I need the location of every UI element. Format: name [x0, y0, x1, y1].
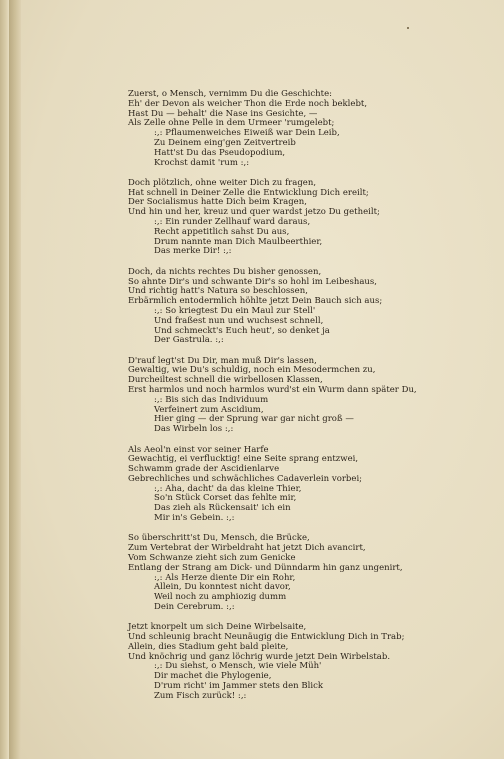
- poem-line: Hast Du — behalt' die Nase ins Gesichte, —: [128, 108, 318, 119]
- poem-line: D'rauf legt'st Du Dir, man muß Dir's lassen,: [128, 355, 317, 366]
- poem-line: Zuerst, o Mensch, vernimm Du die Geschichte:: [128, 89, 333, 99]
- poem-line-refrain: Das merke Dir! :,:: [154, 246, 232, 257]
- stanza: [128, 90, 468, 168]
- poem-line: Hat schnell in Deiner Zelle die Entwicklung Dich ereilt;: [128, 187, 369, 198]
- poem-line: Doch plötzlich, ohne weiter Dich zu fragen,: [128, 177, 317, 188]
- poem-line: Erst harmlos und noch harmlos wurd'st ein Wurm dann später Du,: [128, 385, 417, 396]
- poem-line-refrain: Zum Fisch zurück! :,:: [154, 690, 247, 701]
- poem-line: Zum Vertebrat der Wirbeldraht hat jetzt Dich avancirt,: [128, 543, 366, 554]
- poem-line-refrain: Verfeinert zum Ascidium,: [154, 404, 264, 415]
- poem-line-refrain: Recht appetitlich sahst Du aus,: [154, 226, 290, 237]
- poem-line: Gewaltig, wie Du's schuldig, noch ein Mesodermchen zu,: [128, 365, 376, 376]
- poem-line-refrain: Hatt'st Du das Pseudopodium,: [154, 147, 286, 158]
- poem-line: Durcheiltest schnell die wirbellosen Klassen,: [128, 375, 323, 386]
- poem-line-refrain: :,: Aha, dacht' da das kleine Thier,: [154, 483, 302, 494]
- stanza: [128, 446, 468, 524]
- poem-line-refrain: :,: Ein runder Zellhauf ward daraus,: [154, 217, 311, 228]
- poem-line-refrain: Und fraßest nun und wuchsest schnell,: [154, 315, 324, 326]
- poem-line: Vom Schwanze zieht sich zum Genicke: [128, 552, 296, 563]
- poem-line-refrain: :,: Bis sich das Individuum: [154, 394, 269, 405]
- poem-line-refrain: :,: Als Herze diente Dir ein Rohr,: [154, 572, 296, 583]
- poem-line: Gebrechliches und schwächliches Cadaverlein vorbei;: [128, 473, 363, 484]
- poem-line-refrain: Krochst damit 'rum :,:: [154, 157, 250, 168]
- poem-line: Eh' der Devon als weicher Thon die Erde noch beklebt,: [128, 98, 368, 109]
- poem-line-refrain: Drum nannte man Dich Maulbeerthier,: [154, 236, 323, 247]
- previous-page-edge: [0, 0, 9, 759]
- poem-line: Und hin und her, kreuz und quer wardst jetzo Du getheilt;: [128, 207, 380, 218]
- poem-text: [128, 90, 468, 712]
- poem-line-refrain: :,: So kriegtest Du ein Maul zur Stell': [154, 305, 316, 316]
- poem-line: Und richtig hatt's Natura so beschlossen,: [128, 286, 308, 297]
- poem-line: Als Aeol'n einst vor seiner Harfe: [128, 444, 269, 455]
- poem-line: Schwamm grade der Ascidienlarve: [128, 464, 280, 475]
- poem-line-refrain: :,: Du siehst, o Mensch, wie viele Müh': [154, 661, 322, 672]
- stanza: [128, 534, 468, 612]
- poem-line-refrain: :,: Pflaumenweiches Eiweiß war Dein Leib,: [154, 128, 340, 139]
- poem-line-refrain: Das Wirbeln los :,:: [154, 424, 234, 435]
- poem-line-refrain: Dein Cerebrum. :,:: [154, 601, 235, 612]
- poem-line: Erbärmlich entodermlich höhlte jetzt Dein Bauch sich aus;: [128, 296, 383, 307]
- stanza: [128, 179, 468, 257]
- poem-line: Gewachtig, ei verflucktig! eine Seite sprang entzwei,: [128, 454, 359, 465]
- poem-line-refrain: Allein, Du konntest nicht davor,: [154, 582, 291, 593]
- poem-line-refrain: Dir machet die Phylogenie,: [154, 671, 272, 682]
- poem-line: Und schleunig bracht Neunäugig die Entwicklung Dich in Trab;: [128, 632, 405, 643]
- poem-line: Und knöchrig und ganz löchrig wurde jetzt Dein Wirbelstab.: [128, 651, 391, 662]
- book-gutter: [9, 0, 21, 759]
- stanza: [128, 268, 468, 346]
- poem-line-refrain: Weil noch zu amphiozig dumm: [154, 592, 287, 603]
- poem-line: Jetzt knorpelt um sich Deine Wirbelsaite,: [128, 622, 307, 633]
- poem-line-refrain: Mir in's Gebein. :,:: [154, 513, 235, 524]
- poem-line: Der Socialismus hatte Dich beim Kragen,: [128, 197, 307, 208]
- poem-line: So ahnte Dir's und schwante Dir's so hohl im Leibeshaus,: [128, 276, 378, 287]
- poem-line: So überschritt'st Du, Mensch, die Brücke,: [128, 533, 310, 544]
- poem-line-refrain: Und schmeckt's Euch heut', so denket ja: [154, 325, 330, 336]
- page-speck: [407, 27, 409, 29]
- poem-line: Als Zelle ohne Pelle in dem Urmeer 'rumgelebt;: [128, 118, 335, 129]
- poem-line-refrain: Zu Deinem eing'gen Zeitvertreib: [154, 137, 296, 148]
- poem-line-refrain: Der Gastrula. :,:: [154, 335, 224, 346]
- poem-line: Entlang der Strang am Dick- und Dünndarm hin ganz ungenirt,: [128, 562, 403, 573]
- poem-line-refrain: Hier ging — der Sprung war gar nicht groß —: [154, 414, 354, 425]
- poem-line-refrain: D'rum richt' im Jammer stets den Blick: [154, 681, 324, 692]
- poem-line-refrain: Das zieh als Rückensait' ich ein: [154, 503, 291, 514]
- poem-line-refrain: So'n Stück Corset das fehlte mir,: [154, 493, 297, 504]
- poem-line: Allein, dies Stadium geht bald pleite,: [128, 641, 289, 652]
- stanza: [128, 357, 468, 435]
- poem-line: Doch, da nichts rechtes Du bisher genossen,: [128, 266, 322, 277]
- stanza: [128, 623, 468, 701]
